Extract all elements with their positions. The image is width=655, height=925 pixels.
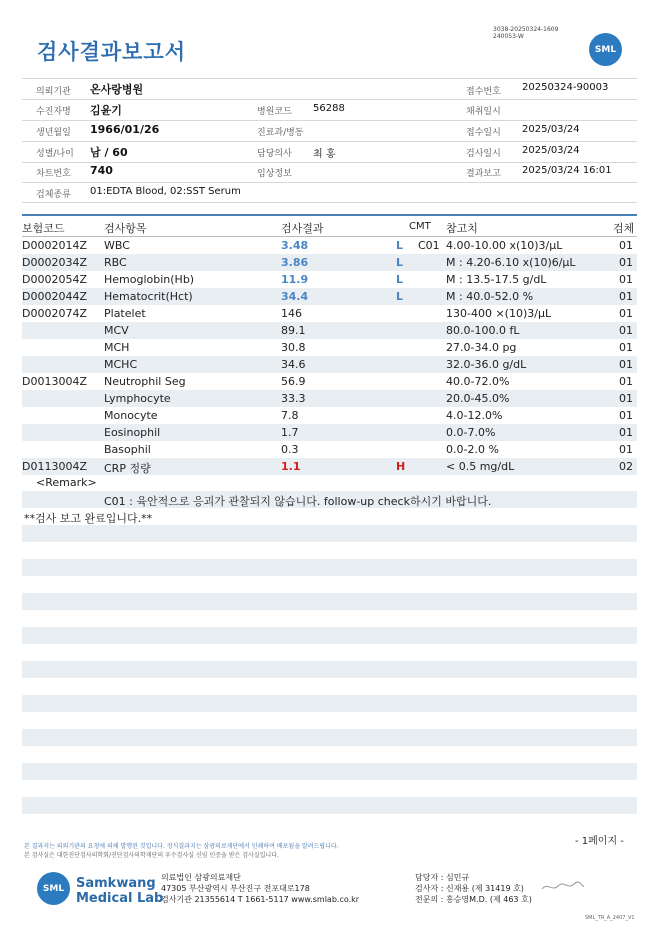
document-id-line: 3038-20250324-1609 [493, 26, 559, 33]
table-top-border [22, 214, 637, 216]
table-row [22, 237, 637, 254]
table-row [22, 271, 637, 288]
remark-row [22, 474, 637, 491]
test-date-label: 검사일시 [466, 149, 501, 159]
specimen-code: 01 [619, 341, 633, 354]
divider [22, 120, 637, 121]
test-item: MCV [104, 324, 129, 337]
page-number: - 1페이지 - [575, 836, 624, 847]
footer-tester: 검사자 : 신재용 (제 31419 호) [415, 884, 524, 893]
divider [22, 141, 637, 142]
institution-label: 의뢰기관 [36, 87, 71, 97]
test-result: 30.8 [281, 341, 306, 354]
page-title: 검사결과보고서 [37, 40, 187, 64]
test-result: 89.1 [281, 324, 306, 337]
insurance-code: D0002044Z [22, 290, 87, 303]
col-cmt: CMT [409, 221, 431, 232]
empty-row [22, 542, 637, 559]
reference-range: M : 4.20-6.10 x(10)6/µL [446, 256, 576, 269]
insurance-code: D0002054Z [22, 273, 87, 286]
test-item: MCHC [104, 358, 138, 371]
test-result: 3.48 [281, 239, 309, 252]
footer-org: 의료법인 삼광의료재단 [161, 873, 241, 882]
reference-range: < 0.5 mg/dL [446, 460, 515, 473]
test-item: Lymphocyte [104, 392, 171, 405]
result-flag: L [396, 290, 404, 303]
table-row [22, 305, 637, 322]
col-ref: 참고치 [446, 222, 478, 235]
institution-value: 온사랑병원 [90, 83, 144, 96]
footer-sml-logo: SML [37, 872, 70, 905]
dob-label: 생년월일 [36, 128, 71, 138]
footer-accreditation: 본 검사실은 대한진단검사의학회/진단검사의학재단의 우수검사실 신임 인증을 받은 검사실입니다. [24, 852, 279, 859]
empty-row [22, 814, 637, 831]
empty-row [22, 695, 637, 712]
reference-range: 20.0-45.0% [446, 392, 510, 405]
test-item: Eosinophil [104, 426, 161, 439]
receipt-date-label: 접수일시 [466, 128, 501, 138]
receipt-no-label: 접수번호 [466, 87, 501, 97]
divider [22, 182, 637, 183]
table-row [22, 424, 637, 441]
specimen-code: 01 [619, 426, 633, 439]
reference-range: 0.0-2.0 % [446, 443, 499, 456]
completion-text: **검사 보고 완료입니다.** [24, 512, 153, 525]
test-item: Basophil [104, 443, 151, 456]
test-item: Neutrophil Seg [104, 375, 186, 388]
empty-row [22, 712, 637, 729]
test-item: Platelet [104, 307, 146, 320]
footer-notice: 본 결과지는 의뢰기관의 요청에 의해 발행된 것입니다. 정식결과지는 삼광의료재단에서 인쇄하여 배포됨을 알려드립니다. [24, 843, 339, 850]
reference-range: 4.0-12.0% [446, 409, 503, 422]
col-item: 검사항목 [104, 222, 147, 235]
test-result: 0.3 [281, 443, 299, 456]
receipt-no-value: 20250324-90003 [522, 82, 609, 93]
test-item: Hematocrit(Hct) [104, 290, 193, 303]
test-item: Monocyte [104, 409, 158, 422]
reference-range: 4.00-10.00 x(10)3/µL [446, 239, 563, 252]
specimen-code: 01 [619, 392, 633, 405]
reference-range: 130-400 ×(10)3/µL [446, 307, 552, 320]
hospital-code-value: 56288 [313, 103, 345, 114]
result-flag: H [396, 460, 406, 473]
test-item: Hemoglobin(Hb) [104, 273, 195, 286]
brand-line-1: Samkwang [76, 876, 156, 891]
remark-text: C01 : 육안적으로 응괴가 관찰되지 않습니다. follow-up check하시기 바랍니다. [104, 495, 492, 508]
remark-label: <Remark> [36, 476, 97, 489]
test-item: MCH [104, 341, 130, 354]
clinical-label: 임상정보 [257, 169, 292, 179]
specimen-code: 01 [619, 324, 633, 337]
test-result: 56.9 [281, 375, 306, 388]
empty-row [22, 593, 637, 610]
empty-row [22, 559, 637, 576]
table-row [22, 458, 637, 475]
chart-no-value: 740 [90, 164, 113, 177]
report-date-value: 2025/03/24 16:01 [522, 165, 612, 176]
divider [22, 99, 637, 100]
table-row [22, 339, 637, 356]
doctor-value: 최 홍 [313, 149, 336, 160]
empty-row [22, 525, 637, 542]
col-code: 보험코드 [22, 222, 65, 235]
specimen-label: 검체종류 [36, 190, 71, 200]
specimen-code: 01 [619, 375, 633, 388]
reference-range: 80.0-100.0 fL [446, 324, 520, 337]
test-result: 33.3 [281, 392, 306, 405]
empty-row [22, 746, 637, 763]
test-result: 11.9 [281, 273, 309, 286]
reference-range: 27.0-34.0 pg [446, 341, 517, 354]
comment-code: C01 [418, 239, 440, 252]
specimen-code: 01 [619, 443, 633, 456]
document-id [493, 26, 558, 40]
dob-value: 1966/01/26 [90, 123, 160, 136]
collection-date-label: 채취일시 [466, 107, 501, 117]
result-flag: L [396, 273, 404, 286]
hospital-code-label: 병원코드 [257, 107, 292, 117]
insurance-code: D0013004Z [22, 375, 87, 388]
specimen-code: 01 [619, 358, 633, 371]
result-flag: L [396, 239, 404, 252]
patient-label: 수진자명 [36, 107, 71, 117]
divider [22, 162, 637, 163]
specimen-code: 01 [619, 290, 633, 303]
test-result: 7.8 [281, 409, 299, 422]
reference-range: M : 40.0-52.0 % [446, 290, 534, 303]
insurance-code: D0002034Z [22, 256, 87, 269]
specimen-code: 01 [619, 409, 633, 422]
empty-row [22, 610, 637, 627]
table-row [22, 373, 637, 390]
reference-range: 32.0-36.0 g/dL [446, 358, 527, 371]
specimen-code: 01 [619, 256, 633, 269]
empty-row [22, 678, 637, 695]
sex-age-label: 성별/나이 [36, 149, 74, 159]
form-code: SML_TR_A_2407_V1 [585, 915, 635, 921]
brand-line-2: Medical Lab [76, 891, 164, 906]
specimen-code: 01 [619, 273, 633, 286]
footer-staff-info [415, 872, 532, 905]
table-row [22, 254, 637, 271]
divider [22, 78, 637, 79]
empty-row [22, 780, 637, 797]
test-item: WBC [104, 239, 130, 252]
signature-image [540, 880, 586, 894]
col-result: 검사결과 [281, 222, 324, 235]
empty-row [22, 644, 637, 661]
empty-row [22, 797, 637, 814]
receipt-date-value: 2025/03/24 [522, 124, 580, 135]
reference-range: 0.0-7.0% [446, 426, 496, 439]
table-row [22, 390, 637, 407]
result-flag: L [396, 256, 404, 269]
document-id-line: 240053-W [493, 33, 524, 40]
remark-content-row [22, 491, 637, 508]
footer-address: 47305 부산광역시 부산진구 전포대로178 [161, 884, 310, 893]
table-row [22, 322, 637, 339]
test-result: 146 [281, 307, 302, 320]
reference-range: M : 13.5-17.5 g/dL [446, 273, 547, 286]
specimen-code: 01 [619, 307, 633, 320]
sex-age-value: 남 / 60 [90, 146, 128, 159]
doctor-label: 담당의사 [257, 149, 292, 159]
insurance-code: D0002074Z [22, 307, 87, 320]
footer-staff: 담당자 : 심민규 [415, 873, 470, 882]
specimen-code: 01 [619, 239, 633, 252]
specimen-code: 02 [619, 460, 633, 473]
table-row [22, 288, 637, 305]
empty-row [22, 729, 637, 746]
sml-logo: SML [589, 33, 622, 66]
footer-contact: 검사기관 21355614 T 1661-5117 www.smlab.co.kr [161, 895, 360, 904]
table-row [22, 356, 637, 373]
test-item: RBC [104, 256, 127, 269]
test-result: 34.4 [281, 290, 309, 303]
footer-org-info [161, 872, 359, 905]
test-date-value: 2025/03/24 [522, 145, 580, 156]
test-result: 3.86 [281, 256, 309, 269]
insurance-code: D0113004Z [22, 460, 87, 473]
test-result: 34.6 [281, 358, 306, 371]
test-item: CRP 정량 [104, 462, 151, 475]
col-specimen: 검체 [613, 222, 635, 235]
specimen-value: 01:EDTA Blood, 02:SST Serum [90, 186, 241, 197]
test-result: 1.7 [281, 426, 299, 439]
report-date-label: 결과보고 [466, 169, 501, 179]
divider [22, 202, 637, 203]
reference-range: 40.0-72.0% [446, 375, 510, 388]
test-result: 1.1 [281, 460, 301, 473]
footer-specialist: 전문의 : 홍승영M.D. (제 463 호) [415, 895, 532, 904]
completion-row [22, 508, 637, 525]
empty-row [22, 576, 637, 593]
chart-no-label: 차트번호 [36, 169, 71, 179]
footer-brand [76, 876, 163, 906]
table-row [22, 441, 637, 458]
patient-name: 김윤기 [90, 104, 122, 117]
dept-label: 진료과/병동 [257, 128, 304, 138]
empty-row [22, 627, 637, 644]
empty-row [22, 661, 637, 678]
insurance-code: D0002014Z [22, 239, 87, 252]
empty-row [22, 763, 637, 780]
table-row [22, 407, 637, 424]
